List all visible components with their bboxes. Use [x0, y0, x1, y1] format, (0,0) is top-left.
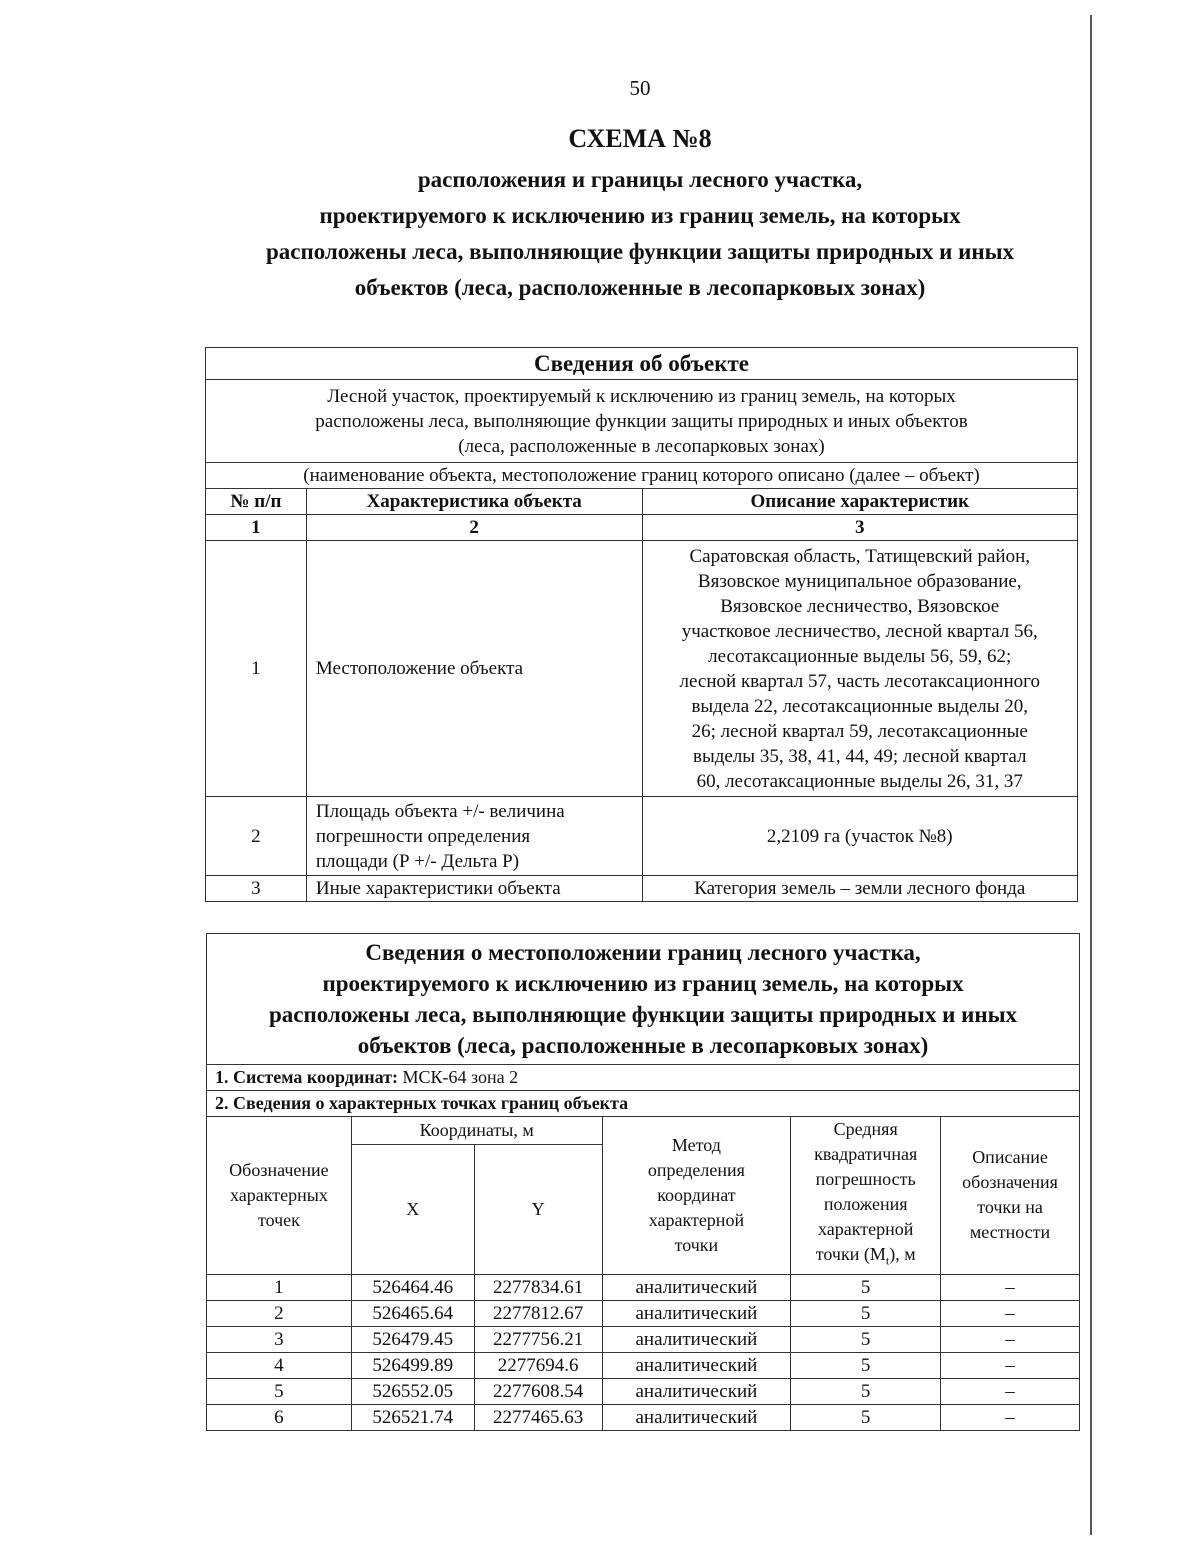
- point-method: аналитический: [602, 1404, 791, 1430]
- point-id: 5: [207, 1378, 352, 1404]
- object-info-header: Сведения об объекте: [206, 348, 1078, 380]
- object-name-line: Лесной участок, проектируемый к исключению из границ земель, на которых: [327, 385, 956, 407]
- row-characteristic: Местоположение объекта: [306, 541, 642, 797]
- row-characteristic: [306, 797, 642, 876]
- description-line: выдела 22, лесотаксационные выделы 20,: [691, 695, 1029, 717]
- object-name: [206, 380, 1078, 463]
- header-line: местности: [969, 1222, 1051, 1243]
- title-sub-line: проектируемого к исключению из границ земель, на которых: [319, 203, 961, 228]
- point-x: 526552.05: [351, 1378, 474, 1404]
- table-row: [206, 541, 1078, 797]
- description-line: лесотаксационные выделы 56, 59, 62;: [708, 645, 1012, 667]
- point-y: 2277812.67: [474, 1300, 602, 1326]
- point-id: 1: [207, 1274, 352, 1300]
- point-x: 526479.45: [351, 1326, 474, 1352]
- point-id: 4: [207, 1352, 352, 1378]
- point-y: 2277756.21: [474, 1326, 602, 1352]
- description-line: 26; лесной квартал 59, лесотаксационные: [691, 720, 1028, 742]
- col-header-point-description: [941, 1117, 1080, 1275]
- header-line: определения: [647, 1159, 745, 1180]
- header-line: точек: [257, 1209, 300, 1230]
- table-row: [207, 1404, 1080, 1430]
- row-num: 3: [206, 876, 307, 902]
- header-line: характерной: [817, 1219, 914, 1239]
- description-line: Саратовская область, Татищевский район,: [689, 545, 1030, 567]
- point-x: 526521.74: [351, 1404, 474, 1430]
- description-line: лесной квартал 57, часть лесотаксационного: [679, 670, 1040, 692]
- row-num: 1: [206, 541, 307, 797]
- row-description: Категория земель – земли лесного фонда: [642, 876, 1078, 902]
- description-line: Вязовское муниципальное образование,: [697, 570, 1022, 592]
- object-name-line: расположены леса, выполняющие функции защиты природных и иных объектов: [315, 410, 968, 432]
- description-line: выделы 35, 38, 41, 44, 49; лесной квартал: [692, 745, 1027, 767]
- point-x: 526499.89: [351, 1352, 474, 1378]
- table-row: [207, 1378, 1080, 1404]
- point-id: 6: [207, 1404, 352, 1430]
- point-y: 2277834.61: [474, 1274, 602, 1300]
- col-header-designation: [207, 1117, 352, 1275]
- col-header-coordinates: Координаты, м: [351, 1117, 602, 1145]
- title-sub-line: расположения и границы лесного участка,: [417, 167, 863, 192]
- page-number: 50: [629, 76, 651, 100]
- row-num: 2: [206, 797, 307, 876]
- row-characteristic: Иные характеристики объекта: [306, 876, 642, 902]
- coordinate-system-label: 1. Система координат:: [215, 1067, 398, 1087]
- description-line: 60, лесотаксационные выделы 26, 31, 37: [696, 770, 1023, 792]
- object-name-caption: (наименование объекта, местоположение границ которого описано (далее – объект): [206, 463, 1078, 489]
- point-desc: –: [941, 1352, 1080, 1378]
- col-header-method: [602, 1117, 791, 1275]
- header-line: обозначения: [962, 1172, 1058, 1193]
- col-header-y: Y: [474, 1144, 602, 1274]
- characteristic-line: площади (Р +/- Дельта Р): [315, 850, 520, 872]
- table-row: [207, 1352, 1080, 1378]
- header-line: координат: [657, 1184, 736, 1205]
- point-desc: –: [941, 1326, 1080, 1352]
- point-y: 2277465.63: [474, 1404, 602, 1430]
- point-error: 5: [791, 1404, 941, 1430]
- title-main: СХЕМА №8: [568, 124, 712, 153]
- col-header-characteristic: Характеристика объекта: [306, 489, 642, 515]
- row-description: 2,2109 га (участок №8): [642, 797, 1078, 876]
- object-info-table: [205, 347, 1078, 902]
- col-number: 3: [642, 515, 1078, 541]
- point-y: 2277694.6: [474, 1352, 602, 1378]
- point-id: 3: [207, 1326, 352, 1352]
- header-text: точки (M: [815, 1244, 886, 1264]
- coordinate-system-value: МСК-64 зона 2: [397, 1067, 519, 1087]
- header-line: характерных: [229, 1184, 328, 1205]
- header-line: погрешность: [815, 1169, 916, 1189]
- header-line: Средняя: [833, 1119, 898, 1139]
- col-header-description: Описание характеристик: [642, 489, 1078, 515]
- boundary-header-line: проектируемого к исключению из границ земель, на которых: [322, 971, 964, 996]
- description-line: участковое лесничество, лесной квартал 56,: [681, 620, 1038, 642]
- point-error: 5: [791, 1378, 941, 1404]
- scan-edge-line: [1090, 15, 1092, 1535]
- point-desc: –: [941, 1300, 1080, 1326]
- col-header-x: X: [351, 1144, 474, 1274]
- points-section-title: 2. Сведения о характерных точках границ объекта: [207, 1091, 1080, 1117]
- header-subscript: t: [885, 1253, 890, 1268]
- point-method: аналитический: [602, 1300, 791, 1326]
- title-sub-line: объектов (леса, расположенные в лесопарковых зонах): [354, 275, 926, 300]
- coordinate-system: [207, 1065, 1080, 1091]
- table-row: [207, 1300, 1080, 1326]
- point-id: 2: [207, 1300, 352, 1326]
- characteristic-line: Площадь объекта +/- величина: [315, 800, 565, 822]
- header-line: Метод: [671, 1134, 721, 1155]
- header-line: характерной: [648, 1209, 745, 1230]
- point-error: 5: [791, 1326, 941, 1352]
- header-line: точки: [674, 1234, 719, 1255]
- boundary-points-table: [206, 933, 1080, 1431]
- header-line: точки на: [977, 1197, 1043, 1218]
- header-line: квадратичная: [814, 1144, 918, 1164]
- header-line: Описание: [972, 1147, 1048, 1168]
- title-sub-line: расположены леса, выполняющие функции защиты природных и иных: [265, 239, 1015, 264]
- boundary-info-header: [207, 934, 1080, 1065]
- table-row: [207, 1274, 1080, 1300]
- point-method: аналитический: [602, 1326, 791, 1352]
- table-row: [207, 1326, 1080, 1352]
- point-desc: –: [941, 1404, 1080, 1430]
- point-error: 5: [791, 1352, 941, 1378]
- point-x: 526464.46: [351, 1274, 474, 1300]
- header-line: [795, 1242, 936, 1274]
- point-y: 2277608.54: [474, 1378, 602, 1404]
- boundary-header-line: объектов (леса, расположенные в лесопарковых зонах): [357, 1033, 929, 1058]
- point-x: 526465.64: [351, 1300, 474, 1326]
- point-error: 5: [791, 1300, 941, 1326]
- header-line: положения: [823, 1194, 908, 1214]
- col-number: 2: [306, 515, 642, 541]
- col-number: 1: [206, 515, 307, 541]
- point-method: аналитический: [602, 1378, 791, 1404]
- title-subtitle: [200, 162, 1080, 306]
- characteristic-line: погрешности определения: [315, 825, 531, 847]
- row-description: [642, 541, 1078, 797]
- point-error: 5: [791, 1274, 941, 1300]
- boundary-header-line: Сведения о местоположении границ лесного участка,: [365, 940, 921, 965]
- document-title: [200, 122, 1080, 306]
- table-row: [206, 876, 1078, 902]
- point-desc: –: [941, 1274, 1080, 1300]
- header-text: ), м: [889, 1244, 916, 1264]
- col-header-error: [791, 1117, 941, 1275]
- object-name-line: (леса, расположенные в лесопарковых зонах): [458, 435, 825, 457]
- description-line: Вязовское лесничество, Вязовское: [720, 595, 1000, 617]
- boundary-header-line: расположены леса, выполняющие функции защиты природных и иных: [268, 1002, 1018, 1027]
- header-line: Обозначение: [229, 1159, 329, 1180]
- col-header-num: № п/п: [206, 489, 307, 515]
- table-row: [206, 797, 1078, 876]
- point-desc: –: [941, 1378, 1080, 1404]
- point-method: аналитический: [602, 1274, 791, 1300]
- point-method: аналитический: [602, 1352, 791, 1378]
